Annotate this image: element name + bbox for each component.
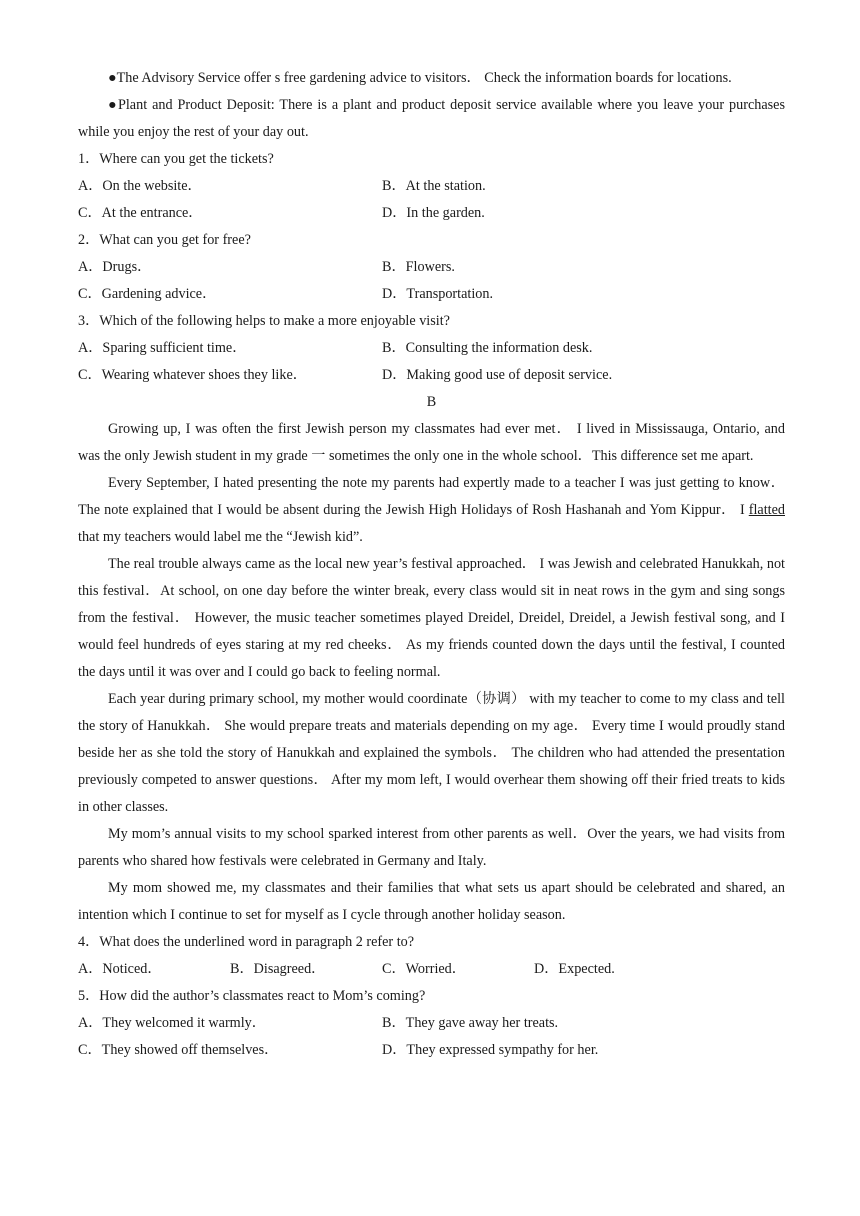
question-2-options [78, 254, 785, 308]
option-d: D．They expressed sympathy for her. [382, 1042, 599, 1058]
option-d: D．Making good use of deposit service. [382, 367, 613, 383]
option-b: B．Flowers. [382, 259, 455, 275]
question-4-stem: 4．What does the underlined word in paragraph 2 refer to? [78, 934, 415, 950]
option-d: D．Transportation. [382, 286, 494, 302]
option-c: C．Gardening advice． [78, 286, 217, 302]
option-a: A．Drugs． [78, 259, 152, 275]
option-c: C．Worried． [382, 961, 466, 977]
document-page [78, 65, 785, 1064]
option-b: B．Disagreed． [230, 961, 326, 977]
question-5-options [78, 1010, 785, 1064]
bullet-plant-deposit: ●Plant and Product Deposit: There is a plant and product deposit service available where you leave your purchases while you enjoy the rest of your day out. [78, 97, 785, 140]
option-c: C．At the entrance． [78, 205, 203, 221]
passage-b-paragraph-2 [78, 470, 785, 551]
bullet-advisory-service: ●The Advisory Service offer s free gardening advice to visitors． Check the information boards for locations. [108, 70, 732, 86]
underlined-word: flatted [748, 502, 785, 518]
option-d: D．In the garden. [382, 205, 485, 221]
option-c: C．They showed off themselves． [78, 1042, 279, 1058]
option-b: B．At the station. [382, 178, 486, 194]
passage-b-paragraph-1: Growing up, I was often the first Jewish person my classmates had ever met． I lived in Mississauga, Ontario, and was the only Jewish student in my grade 一 sometimes the only one in the whole school．This difference set me apart. [78, 421, 785, 464]
question-3-stem: 3．Which of the following helps to make a more enjoyable visit? [78, 313, 450, 329]
option-a: A．They welcomed it warmly． [78, 1015, 266, 1031]
paragraph-2-text-before: Every September, I hated presenting the note my parents had expertly made to a teacher I was just getting to know． The note explained that I would be absent during the Jewish High Holidays of Rosh Hashanah and Yom Kippur． I [78, 475, 785, 518]
passage-b-paragraph-3: The real trouble always came as the local new year’s festival approached． I was Jewish and celebrated Hanukkah, not this festival．At school, on one day before the winter break, every class would sit in neat rows in the gym and sing songs from the festival． However, the music teacher sometimes played Dreidel, Dreidel, Dreidel, a Jewish festival song, and I would feel hundreds of eyes staring at my red cheeks． As my friends counted down the days until the festival, I counted the days until it was over and I could go back to feeling normal. [78, 556, 785, 680]
passage-b-paragraph-6: My mom showed me, my classmates and their families that what sets us apart should be celebrated and shared, an intention which I continue to set for myself as I cycle through another holiday season. [78, 880, 785, 923]
question-2-stem: 2．What can you get for free? [78, 232, 251, 248]
question-1-stem: 1．Where can you get the tickets? [78, 151, 274, 167]
question-5-stem: 5．How did the author’s classmates react to Mom’s coming? [78, 988, 426, 1004]
option-a: A．On the website． [78, 178, 202, 194]
section-b-heading: B [426, 394, 437, 410]
question-4-options [78, 956, 785, 983]
option-b: B．Consulting the information desk. [382, 340, 593, 356]
question-3-options [78, 335, 785, 389]
option-c: C．Wearing whatever shoes they like． [78, 367, 307, 383]
passage-b-paragraph-5: My mom’s annual visits to my school sparked interest from other parents as well．Over the years, we had visits from parents who shared how festivals were celebrated in Germany and Italy. [78, 826, 785, 869]
option-b: B．They gave away her treats. [382, 1015, 559, 1031]
option-a: A．Noticed． [78, 961, 162, 977]
option-d: D．Expected. [534, 961, 615, 977]
passage-b-paragraph-4: Each year during primary school, my mother would coordinate（协调） with my teacher to come to my class and tell the story of Hanukkah． She would prepare treats and materials depending on my age． Every time I would proudly stand beside her as she told the story of Hanukkah and explained the symbols． The children who had attended the presentation previously competed to answer questions． After my mom left, I would overhear them showing off their fried treats to kids in other classes. [78, 691, 785, 815]
question-1-options [78, 173, 785, 227]
option-a: A．Sparing sufficient time． [78, 340, 247, 356]
paragraph-2-text-after: that my teachers would label me the “Jewish kid”. [78, 529, 363, 545]
